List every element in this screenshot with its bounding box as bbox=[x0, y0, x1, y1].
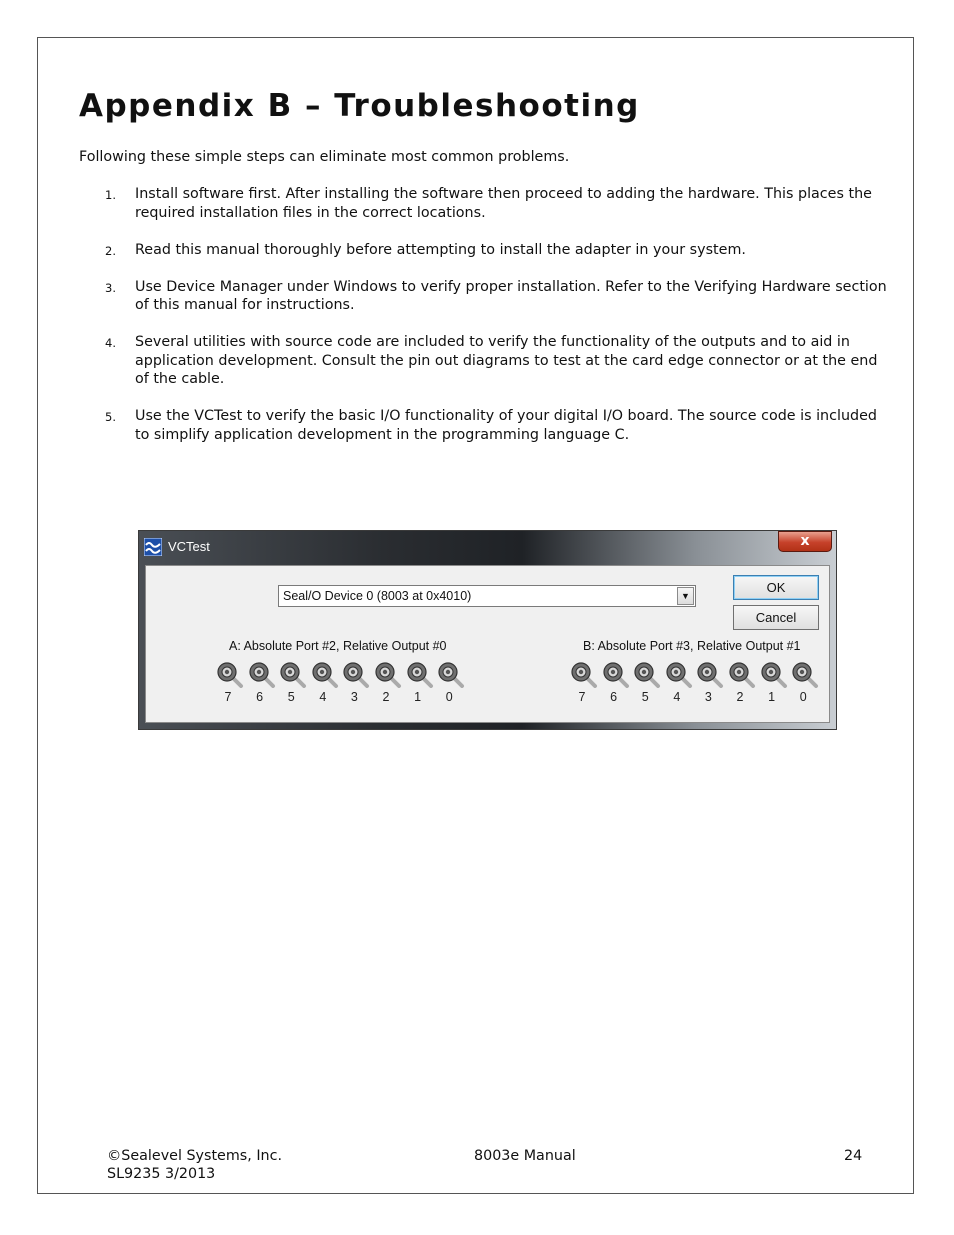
page-number: 24 bbox=[844, 1148, 863, 1164]
bit-number: 6 bbox=[256, 690, 264, 704]
troubleshooting-steps bbox=[79, 185, 889, 463]
bit-number: 1 bbox=[768, 690, 776, 704]
knob-toggle[interactable] bbox=[728, 662, 756, 710]
knob-toggle[interactable] bbox=[791, 662, 819, 710]
knob-icon bbox=[728, 662, 756, 688]
knob-toggle[interactable] bbox=[602, 662, 630, 710]
bit-number: 4 bbox=[673, 690, 681, 704]
knob-toggle[interactable] bbox=[311, 662, 339, 710]
knob-toggle[interactable] bbox=[374, 662, 402, 710]
knob-toggle[interactable] bbox=[633, 662, 661, 710]
step-number: 5. bbox=[105, 410, 116, 424]
knob-toggle[interactable] bbox=[342, 662, 370, 710]
port-b-label: B: Absolute Port #3, Relative Output #1 bbox=[583, 639, 801, 653]
ok-button[interactable]: OK bbox=[733, 575, 819, 600]
device-select[interactable] bbox=[278, 585, 696, 607]
page-title: Appendix B – Troubleshooting bbox=[79, 88, 640, 124]
bit-number: 3 bbox=[704, 690, 712, 704]
knob-icon bbox=[791, 662, 819, 688]
step-text: Read this manual thoroughly before attempting to install the adapter in your system. bbox=[135, 241, 746, 258]
knob-toggle[interactable] bbox=[760, 662, 788, 710]
vctest-dialog bbox=[138, 530, 837, 730]
knob-toggle[interactable] bbox=[570, 662, 598, 710]
knob-icon bbox=[665, 662, 693, 688]
knob-toggle[interactable] bbox=[406, 662, 434, 710]
list-item bbox=[79, 185, 889, 222]
close-button[interactable] bbox=[778, 531, 832, 552]
knob-toggle[interactable] bbox=[279, 662, 307, 710]
app-icon bbox=[144, 538, 162, 556]
chevron-down-icon[interactable]: ▼ bbox=[677, 587, 694, 605]
port-a-label: A: Absolute Port #2, Relative Output #0 bbox=[229, 639, 447, 653]
bit-number: 5 bbox=[641, 690, 649, 704]
bit-number: 5 bbox=[287, 690, 295, 704]
step-text: Use the VCTest to verify the basic I/O functionality of your digital I/O board. The source code is included to simplify application development in the programming language C. bbox=[135, 408, 877, 443]
knob-toggle[interactable] bbox=[248, 662, 276, 710]
knob-icon bbox=[248, 662, 276, 688]
knob-icon bbox=[437, 662, 465, 688]
knob-icon bbox=[279, 662, 307, 688]
step-number: 4. bbox=[105, 336, 116, 350]
bit-number: 1 bbox=[414, 690, 422, 704]
knob-toggle[interactable] bbox=[696, 662, 724, 710]
bit-number: 2 bbox=[382, 690, 390, 704]
copyright: ©Sealevel Systems, Inc. bbox=[107, 1148, 283, 1164]
footer-manual: 8003e Manual bbox=[474, 1148, 576, 1164]
knob-toggle[interactable] bbox=[216, 662, 244, 710]
bit-number: 0 bbox=[445, 690, 453, 704]
cancel-button[interactable]: Cancel bbox=[733, 605, 819, 630]
knob-icon bbox=[760, 662, 788, 688]
dialog-client-area bbox=[145, 565, 830, 723]
list-item bbox=[79, 333, 889, 389]
list-item bbox=[79, 278, 889, 315]
dialog-title: VCTest bbox=[168, 539, 210, 554]
step-number: 1. bbox=[105, 188, 116, 202]
dialog-titlebar[interactable] bbox=[139, 531, 836, 564]
knob-icon bbox=[602, 662, 630, 688]
knob-icon bbox=[216, 662, 244, 688]
knob-icon bbox=[633, 662, 661, 688]
knob-icon bbox=[570, 662, 598, 688]
device-select-value: Seal/O Device 0 (8003 at 0x4010) bbox=[283, 589, 472, 603]
knob-icon bbox=[406, 662, 434, 688]
bit-number: 3 bbox=[350, 690, 358, 704]
intro-text: Following these simple steps can eliminate most common problems. bbox=[79, 149, 570, 165]
knob-icon bbox=[696, 662, 724, 688]
close-icon: x bbox=[800, 533, 810, 549]
knob-toggle[interactable] bbox=[437, 662, 465, 710]
step-number: 2. bbox=[105, 243, 116, 258]
list-item bbox=[79, 241, 889, 260]
bit-number: 6 bbox=[610, 690, 618, 704]
footer-left bbox=[107, 1147, 282, 1183]
bit-number: 2 bbox=[736, 690, 744, 704]
step-text: Several utilities with source code are included to verify the functionality of the outputs and to aid in application development. Consult the pin out diagrams to test at the card edge connector or at the end of the cable. bbox=[135, 334, 878, 387]
list-item bbox=[79, 407, 889, 444]
bit-number: 7 bbox=[224, 690, 232, 704]
step-number: 3. bbox=[105, 280, 116, 295]
doc-code: SL9235 3/2013 bbox=[107, 1166, 216, 1182]
knob-icon bbox=[311, 662, 339, 688]
step-text: Install software first. After installing the software then proceed to adding the hardware. This places the required installation files in the correct locations. bbox=[135, 186, 872, 221]
bit-number: 4 bbox=[319, 690, 327, 704]
knob-icon bbox=[342, 662, 370, 688]
knob-toggle[interactable] bbox=[665, 662, 693, 710]
step-text: Use Device Manager under Windows to verify proper installation. Refer to the Verifying Hardware section of this manual for instructions. bbox=[135, 278, 887, 313]
knob-icon bbox=[374, 662, 402, 688]
bit-number: 7 bbox=[578, 690, 586, 704]
bit-number: 0 bbox=[799, 690, 807, 704]
